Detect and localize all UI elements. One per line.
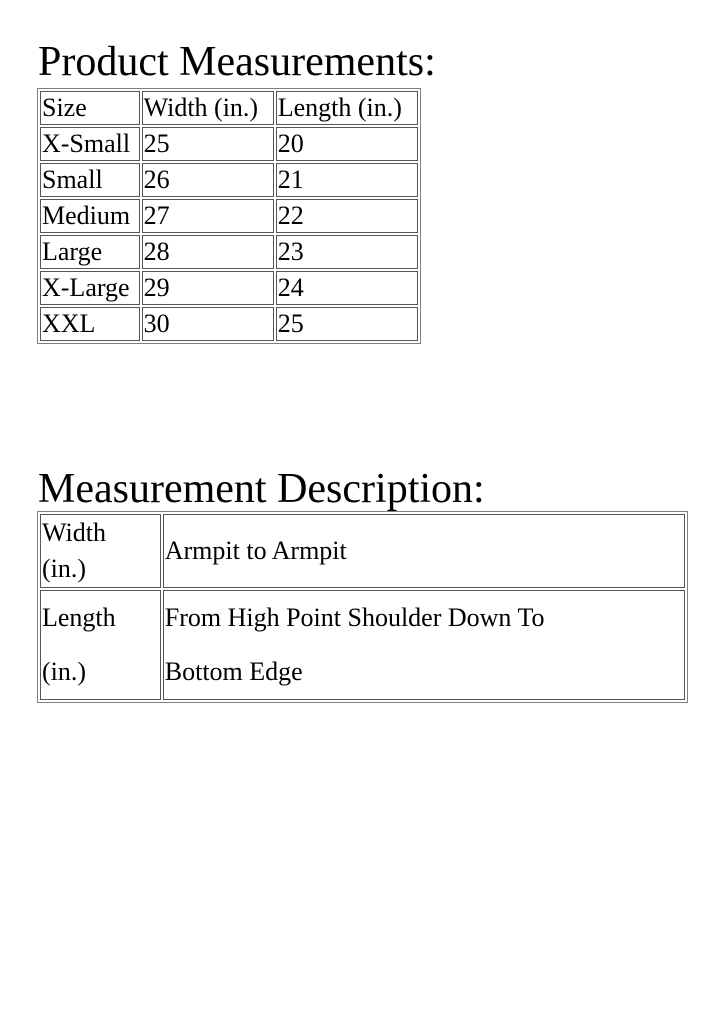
table-header-row: [40, 91, 418, 125]
width-cell: 26: [142, 163, 274, 197]
width-cell: 25: [142, 127, 274, 161]
definition-line: Armpit to Armpit: [164, 536, 347, 565]
table-row: [40, 271, 418, 305]
width-cell: 28: [142, 235, 274, 269]
size-cell: Medium: [40, 199, 140, 233]
header-size: Size: [40, 91, 140, 125]
length-cell: 23: [276, 235, 418, 269]
measurement-description-table: [37, 511, 688, 703]
length-cell: 21: [276, 163, 418, 197]
table-row: [40, 163, 418, 197]
definition-line: From High Point Shoulder Down To: [164, 603, 545, 632]
table-row: [40, 199, 418, 233]
length-cell: 22: [276, 199, 418, 233]
length-cell: 20: [276, 127, 418, 161]
table-row: [40, 127, 418, 161]
term-line: Width: [42, 518, 106, 547]
table-row: [40, 307, 418, 341]
term-line: (in.): [42, 554, 87, 583]
size-cell: Large: [40, 235, 140, 269]
width-cell: 30: [142, 307, 274, 341]
term-line: Length: [42, 603, 116, 632]
table-row: [40, 514, 685, 588]
size-chart-table: [37, 88, 421, 344]
size-cell: Small: [40, 163, 140, 197]
size-cell: X-Large: [40, 271, 140, 305]
definition-line: Bottom Edge: [164, 657, 303, 686]
size-cell: X-Small: [40, 127, 140, 161]
term-cell: [40, 590, 161, 700]
measurement-description-title: Measurement Description:: [38, 466, 485, 512]
definition-cell: [163, 590, 685, 700]
header-width: Width (in.): [142, 91, 274, 125]
length-cell: 25: [276, 307, 418, 341]
width-cell: 27: [142, 199, 274, 233]
table-row: [40, 590, 685, 700]
table-row: [40, 235, 418, 269]
term-line: (in.): [42, 657, 87, 686]
definition-cell: [163, 514, 685, 588]
term-cell: [40, 514, 161, 588]
header-length: Length (in.): [276, 91, 418, 125]
width-cell: 29: [142, 271, 274, 305]
length-cell: 24: [276, 271, 418, 305]
size-cell: XXL: [40, 307, 140, 341]
product-measurements-title: Product Measurements:: [38, 39, 436, 85]
